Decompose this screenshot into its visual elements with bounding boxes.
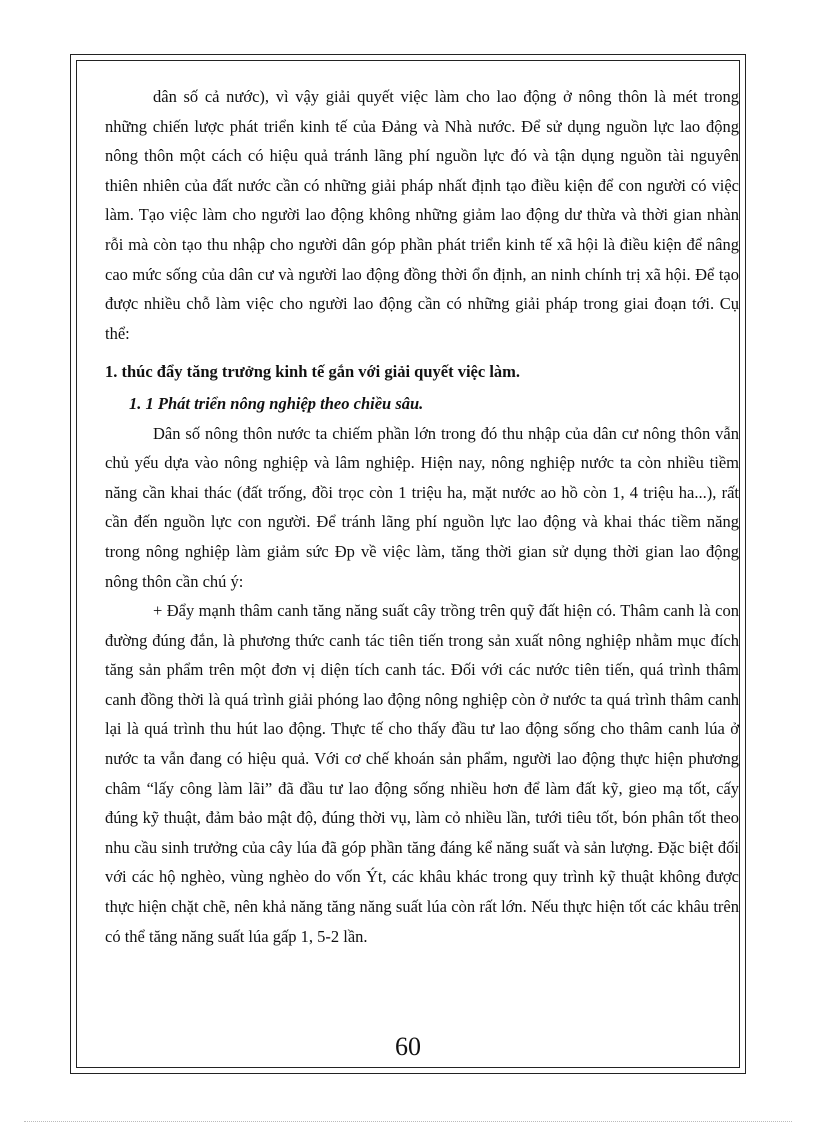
paragraph-intro: dân số cả nước), vì vậy giải quyết việc làm cho lao động ở nông thôn là mét trong những chiến lược phát triển kinh tế của Đảng và Nhà nước. Để sử dụng nguồn lực lao động nông thôn một cách có hiệu quả tránh lãng phí nguồn lực đó và tận dụng nguồn tài nguyên thiên nhiên của đất nước cần có những giải pháp nhất định tạo điều kiện để con người có việc làm. Tạo việc làm cho người lao động không những giảm lao động dư thừa và thời gian nhàn rỗi mà còn tạo thu nhập cho người dân góp phần phát triển kinh tế xã hội là điều kiện để nâng cao mức sống của dân cư và người lao động đồng thời ổn định, an ninh chính trị xã hội. Để tạo được nhiều chỗ làm việc cho người lao động cần có những giải pháp trong giai đoạn tới. Cụ thể: (105, 87, 739, 343)
document-body (105, 82, 739, 951)
section-heading: 1. thúc đẩy tăng trưởng kinh tế gắn với giải quyết việc làm. (105, 362, 521, 382)
paragraph-intensive-farming: + Đẩy mạnh thâm canh tăng năng suất cây trồng trên quỹ đất hiện có. Thâm canh là con đường đúng đắn, là phương thức canh tác tiên tiến trong sản xuất nông nghiệp nhằm mục đích tăng sản phẩm trên một đơn vị diện tích canh tác. Đối với các nước tiên tiến, quá trình thâm canh đồng thời là quá trình giải phóng lao động nông nghiệp còn ở nước ta quá trình thâm canh lại là quá trình thu hút lao động. Thực tế cho thấy đầu tư lao động sống cho thâm canh lúa ở nước ta vẫn đang có hiệu quả. Với cơ chế khoán sản phẩm, người lao động thực hiện phương châm “lấy công làm lãi” đã đầu tư lao động sống nhiều hơn để làm đất kỹ, gieo mạ tốt, cấy đúng kỹ thuật, đảm bảo mật độ, đúng thời vụ, làm cỏ nhiều lần, tưới tiêu tốt, bón phân tốt theo nhu cầu sinh trưởng của cây lúa đã góp phần tăng đáng kể năng suất và sản lượng. Đặc biệt đối với các hộ nghèo, vùng nghèo do vốn Ýt, các khâu khác trong quy trình kỹ thuật không được thực hiện chặt chẽ, nên khả năng tăng năng suất lúa còn rất lớn. Nếu thực hiện tốt các khâu trên có thể tăng năng suất lúa gấp 1, 5-2 lần. (105, 601, 739, 946)
page-number: 60 (395, 1032, 421, 1061)
paragraph-rural-population: Dân số nông thôn nước ta chiếm phần lớn trong đó thu nhập của dân cư nông thôn vẫn chủ yếu dựa vào nông nghiệp và lâm nghiệp. Hiện nay, nông nghiệp nước ta còn nhiều tiềm năng cần khai thác (đất trống, đồi trọc còn 1 triệu ha, mặt nước ao hồ còn 1, 4 triệu ha...), rất cần đến nguồn lực con người. Để tránh lãng phí nguồn lực lao động và khai thác tiềm năng trong nông nghiệp làm giảm sức Ðp về việc làm, tăng thời gian sử dụng thời gian lao động nông thôn cần chú ý: (105, 423, 739, 591)
bottom-divider (24, 1121, 792, 1122)
subsection-heading: 1. 1 Phát triển nông nghiệp theo chiều sâu. (129, 393, 424, 413)
